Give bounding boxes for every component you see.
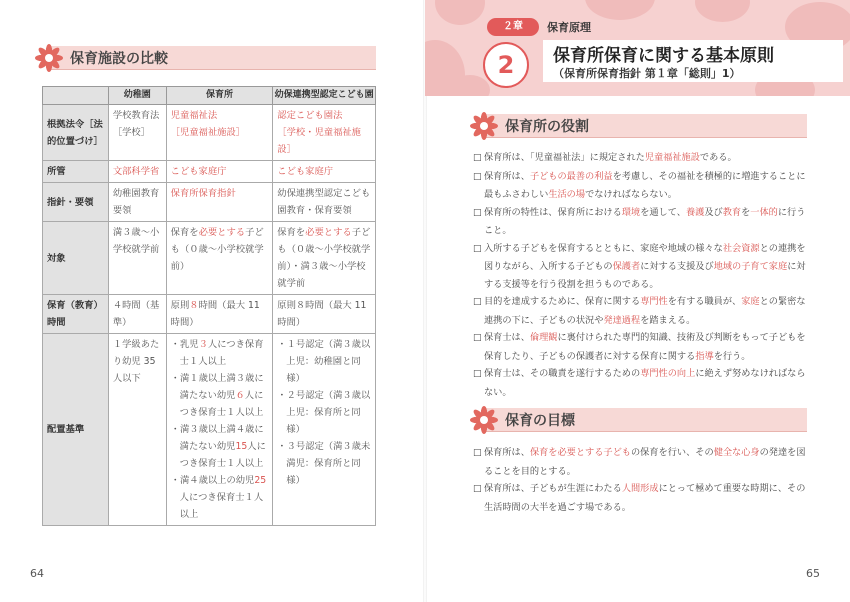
right-page [425,0,850,602]
text-run: 幼保連携型認定こども園教育・保育要領 [277,188,371,216]
highlight-text: こども家庭庁 [170,166,227,177]
page-number-left: 64 [30,567,44,580]
bullet-item [171,421,269,472]
text-run: を踏まえる。 [640,314,696,326]
table-row [43,334,376,526]
row-label: 対象 [43,222,109,295]
text-run: 保育所の特性は、保育所における [484,206,622,218]
bullet: ・ [170,339,180,350]
row-label: 保育（教育）時間 [43,295,109,334]
cell-kindergarten [108,295,166,334]
bullet: ・ [170,424,180,435]
highlight-text: 必要とする [305,227,352,238]
table-row [43,161,376,183]
table-header-cell [43,87,109,105]
text-run: 子ども（０歳～小学校就学前）・満３歳～小学校就学前 [277,227,371,289]
highlight-text: 必要とする [198,227,246,238]
section-header-goals [469,408,807,432]
row-label: 所管 [43,161,109,183]
list-item [473,365,813,401]
bullet: ・ [277,441,287,452]
highlight-text: 児童福祉法 [170,110,218,121]
comparison-table [42,86,376,526]
cell-nursery [166,183,273,222]
bullet-item [277,387,371,438]
highlight-text: 専門性 [640,296,668,307]
text-run: を有する職員が、 [667,296,742,307]
text-run: に行うこと。 [484,206,806,236]
list-item [473,329,813,365]
cell-certified [273,161,376,183]
text-run: との連携を図りながら、入所する子どもの [484,242,806,272]
table-header-cell: 幼保連携型認定こども園 [273,87,376,105]
highlight-text: 社会資源 [722,242,760,254]
row-label: 根拠法令［法的位置づけ］ [43,105,109,161]
flower-icon [469,405,499,435]
list-item [473,293,813,329]
bullet: ・ [170,373,180,384]
section-header-comparison [34,46,376,70]
highlight-text: こども家庭庁 [277,166,334,177]
table-row [43,295,376,334]
text-run: 保育所は、「児童福祉法」に規定された [484,152,645,163]
highlight-text: 指導 [695,350,714,362]
text-run: 保育を [170,227,199,238]
cell-certified [273,334,376,526]
cell-kindergarten [108,183,166,222]
cell-nursery [166,334,273,526]
text-run: との緊密な連携の下に、子どもの状況や [484,296,806,326]
text-run: 満１歳以上満３歳に満たない幼児 [179,373,264,401]
text-run: ［学校］ [112,127,151,138]
highlight-text: 文部科学省 [112,166,160,177]
highlight-text: 15 [235,441,248,452]
highlight-text: ［児童福祉施設］ [170,127,246,138]
text-run: 保育所は、 [484,170,530,182]
text-run: 幼稚園教育要領 [112,188,160,216]
text-run: に絶えず努めなければならない。 [484,368,806,398]
section-title: 保育の目標 [505,413,575,429]
text-run: 原則 [170,300,190,311]
text-run: ４時間（基準） [112,300,160,328]
page-number-right: 65 [806,567,820,580]
text-run: にとって極めて重要な時期に、その生活時間の大半を過ごす場である。 [484,483,806,513]
list-item [473,444,813,480]
chapter-tag: ２章 [487,18,539,36]
bullet-item [277,336,371,387]
row-label: 指針・要領 [43,183,109,222]
bullet-item [171,370,269,421]
text-run: １学級あたり幼児 35 人以下 [112,339,160,384]
table-header-cell: 幼稚園 [108,87,166,105]
text-run: 保育士は、その職責を遂行するための [484,368,641,379]
highlight-text: 認定こども園法 [277,110,343,121]
highlight-text: 発達過程 [603,314,641,326]
highlight-text: 子どもの最善の利益 [529,170,613,182]
text-run: の保育を行い、その [631,447,714,458]
bullet: ・ [170,475,180,486]
text-run: ３号認定（満３歳未満児：保育所と同様） [286,441,371,486]
text-run: 原則８時間（最大 11 時間） [277,300,367,328]
chapter-number: 2 [483,42,529,88]
list-item [473,168,813,204]
text-run: でなければならない。 [585,189,677,200]
section-title: 保育所の役割 [505,119,589,135]
text-run: １号認定（満３歳以上児：幼稚園と同様） [286,339,371,384]
text-run: 子ども（０歳～小学校就学前） [170,227,264,272]
text-run: 保育所は、 [484,447,530,458]
text-run: 人につき保育士１人以上 [179,441,266,469]
highlight-text: 家庭 [741,296,760,307]
text-run: 入所する子どもを保育するとともに、家庭や地域の様々な [484,242,723,254]
table-row [43,222,376,295]
highlight-text: 倫理観 [529,332,558,343]
highlight-text: 一体的 [750,206,778,218]
table-row [43,183,376,222]
text-run: 満４歳以上の幼児 [179,475,255,486]
text-run: 満３歳以上満４歳に満たない幼児 [179,424,264,452]
cell-certified [273,183,376,222]
highlight-text: 養護 [685,206,705,218]
highlight-text: 保育所保育指針 [170,188,236,199]
cell-nursery [166,222,273,295]
text-run: 保育を [277,227,306,238]
bullet-item [171,472,269,523]
text-run: 乳児 [179,339,199,350]
chapter-title: 保育所保育に関する基本原則 [553,46,774,66]
text-run: 学校教育法 [112,110,160,121]
bullet-item [277,438,371,489]
text-run: に対する支援等を行う役割を担うものである。 [484,261,806,290]
table-header-cell: 保育所 [166,87,273,105]
bullet: ・ [277,390,287,401]
chapter-category: 保育原理 [547,21,591,34]
text-run: ２号認定（満３歳以上児：保育所と同様） [286,390,371,435]
list-item [473,240,813,294]
text-run: 保育士は、 [484,332,530,343]
bullet: ・ [277,339,287,350]
table-row [43,105,376,161]
text-run: 目的を達成するために、保育に関する [484,296,641,307]
highlight-text: 人間形成 [621,483,659,494]
cell-kindergarten [108,334,166,526]
cell-certified [273,222,376,295]
text-run: 人につき保育士１人以上 [179,492,264,520]
highlight-text: 保護者 [612,261,641,272]
text-run: 満３歳～小学校就学前 [112,227,160,255]
text-run: 人につき保育士１人以上 [179,390,264,418]
text-run: である。 [699,152,737,163]
highlight-text: 教育 [722,206,742,218]
text-run: 保育所は、子どもが生涯にわたる [484,483,622,494]
cell-certified [273,105,376,161]
list-item [473,204,813,240]
goals-list [473,444,813,516]
highlight-text: 保育を必要とする子ども [529,447,631,458]
text-run: を通して、 [640,206,686,218]
highlight-text: 専門性の向上 [640,368,696,379]
highlight-text: ８ [189,300,199,311]
cell-kindergarten [108,161,166,183]
text-run: に裏付けられた専門的知識、技術及び判断をもって子どもを保育したり、子どもの保護者に対する保育に関する [484,332,806,362]
cell-nursery [166,295,273,334]
chapter-header [425,0,850,96]
highlight-text: 地域の子育て家庭 [713,261,788,272]
text-run: 及び [704,206,723,218]
highlight-text: 環境 [621,206,641,218]
flower-icon [469,111,499,141]
highlight-text: 生活の場 [548,189,586,200]
role-list [473,149,813,401]
text-run: の発達を図ることを目的とする。 [484,447,806,477]
cell-nursery [166,105,273,161]
highlight-text: ６ [235,390,245,401]
highlight-text: 25 [254,475,267,486]
highlight-text: 健全な心身 [713,447,760,458]
flower-icon [34,43,64,73]
text-run: 人につき保育士１人以上 [179,339,264,367]
highlight-text: ［学校・児童福祉施設］ [277,127,361,155]
highlight-text: 児童福祉施設 [644,152,700,163]
bullet-item [171,336,269,370]
text-run: を考慮し、その福祉を積極的に増進することに最もふさわしい [484,170,806,200]
cell-kindergarten [108,105,166,161]
section-header-role [469,114,807,138]
text-run: を行う。 [713,350,751,362]
text-run: を [741,206,751,218]
list-item [473,149,813,168]
chapter-title-box [543,40,843,82]
text-run: に対する支援及び [640,261,714,272]
section-title: 保育施設の比較 [70,51,168,67]
cell-nursery [166,161,273,183]
cell-certified [273,295,376,334]
cell-kindergarten [108,222,166,295]
text-run: 時間（最大 11 時間） [170,300,260,328]
highlight-text: ３ [198,339,208,350]
chapter-subtitle: （保育所保育指針 第１章「総則」1） [553,67,741,80]
list-item [473,480,813,516]
row-label: 配置基準 [43,334,109,526]
